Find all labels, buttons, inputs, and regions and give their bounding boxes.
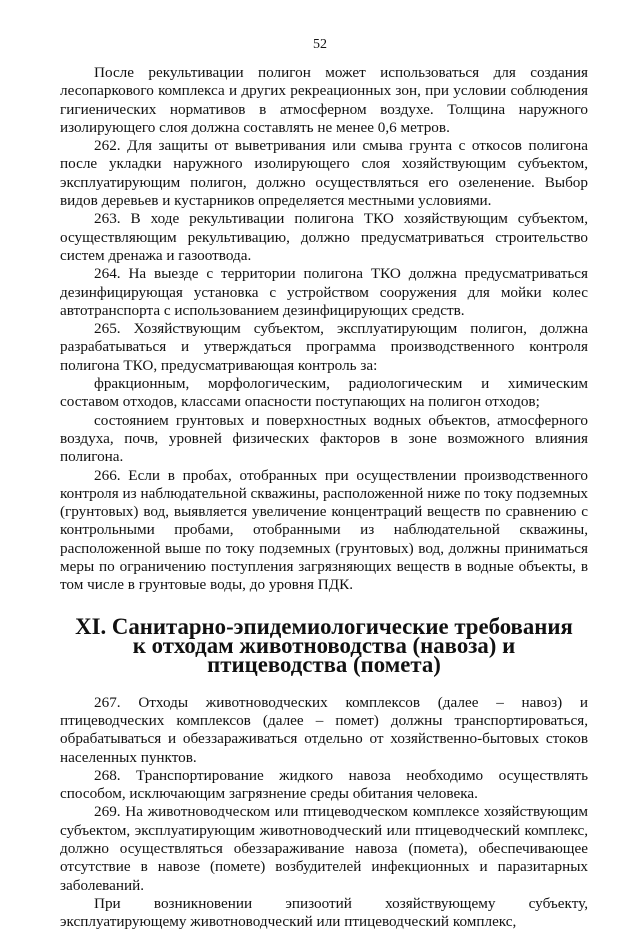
paragraph-265-item-2: состоянием грунтовых и поверхностных водных объектов, атмосферного воздуха, почв, уровней физических факторов в зоне возможного влияния полигона. xyxy=(60,411,588,466)
page-number: 52 xyxy=(313,37,327,52)
paragraph-recultivation-use: После рекультивации полигон может использоваться для создания лесопаркового комплекса и других рекреационных зон, при условии соблюдения гигиенических нормативов в атмосферном воздухе. Толщина наружного изолирующего слоя должна составлять не менее 0,6 метров. xyxy=(60,64,588,136)
section-heading-line-1: XI. Санитарно-эпидемиологические требования xyxy=(75,613,573,639)
paragraph-268: 268. Транспортирование жидкого навоза необходимо осуществлять способом, исключающим загрязнение среды обитания человека. xyxy=(60,766,588,803)
paragraph-265: 265. Хозяйствующим субъектом, эксплуатирующим полигон, должна разрабатываться и утверждаться программа производственного контроля полигона ТКО, предусматривающая контроль за: xyxy=(60,320,588,374)
paragraph-264: 264. На выезде с территории полигона ТКО должна предусматриваться дезинфицирующая установка с устройством сооружения для мойки колес автотранспорта с использованием дезинфицирующих средств. xyxy=(60,265,588,319)
paragraph-267: 267. Отходы животноводческих комплексов (далее – навоз) и птицеводческих комплексов (далее – помет) должны транспортироваться, обрабатываться и обеззараживаться отдельно от хозяйственно-бытовых стоков населенных пунктов. xyxy=(60,693,588,766)
section-heading xyxy=(60,613,588,677)
paragraph-epizootics: При возникновении эпизоотий хозяйствующему субъекту, эксплуатирующему животноводческий или птицеводческий комплекс, xyxy=(60,894,588,931)
paragraph-262: 262. Для защиты от выветривания или смыва грунта с откосов полигона после укладки наружного изолирующего слоя хозяйствующим субъектом, эксплуатирующим полигон, должно осуществляться его озеленение. Выбор видов деревьев и кустарников определяется местными условиями. xyxy=(60,137,588,210)
document-body xyxy=(60,64,588,931)
paragraph-263: 263. В ходе рекультивации полигона ТКО хозяйствующим субъектом, осуществляющим рекультивацию, должно предусматриваться строительство систем дренажа и газоотвода. xyxy=(60,210,588,264)
paragraph-269: 269. На животноводческом или птицеводческом комплексе хозяйствующим субъектом, эксплуатирующим животноводческий или птицеводческий комплекс, должно осуществляться обеззараживание навоза (помета), обеспечивающее отсутствие в навозе (помете) возбудителей инфекционных и паразитарных заболеваний. xyxy=(60,803,588,894)
paragraph-265-item-1: фракционным, морфологическим, радиологическим и химическим составом отходов, классами опасности поступающих на полигон отходов; xyxy=(60,375,588,411)
paragraph-266: 266. Если в пробах, отобранных при осуществлении производственного контроля из наблюдательной скважины, расположенной ниже по току подземных (грунтовых) вод, выявляется увеличение концентраций веществ по сравнению с контрольными пробами, отобранными из наблюдательной скважины, расположенной выше по току подземных (грунтовых) вод, должны приниматься меры по ограничению поступления загрязняющих веществ в водные объекты, в том числе в грунтовые воды, до уровня ПДК. xyxy=(60,466,588,594)
section-heading-line-2: к отходам животноводства (навоза) и птицеводства (помета) xyxy=(132,632,516,677)
